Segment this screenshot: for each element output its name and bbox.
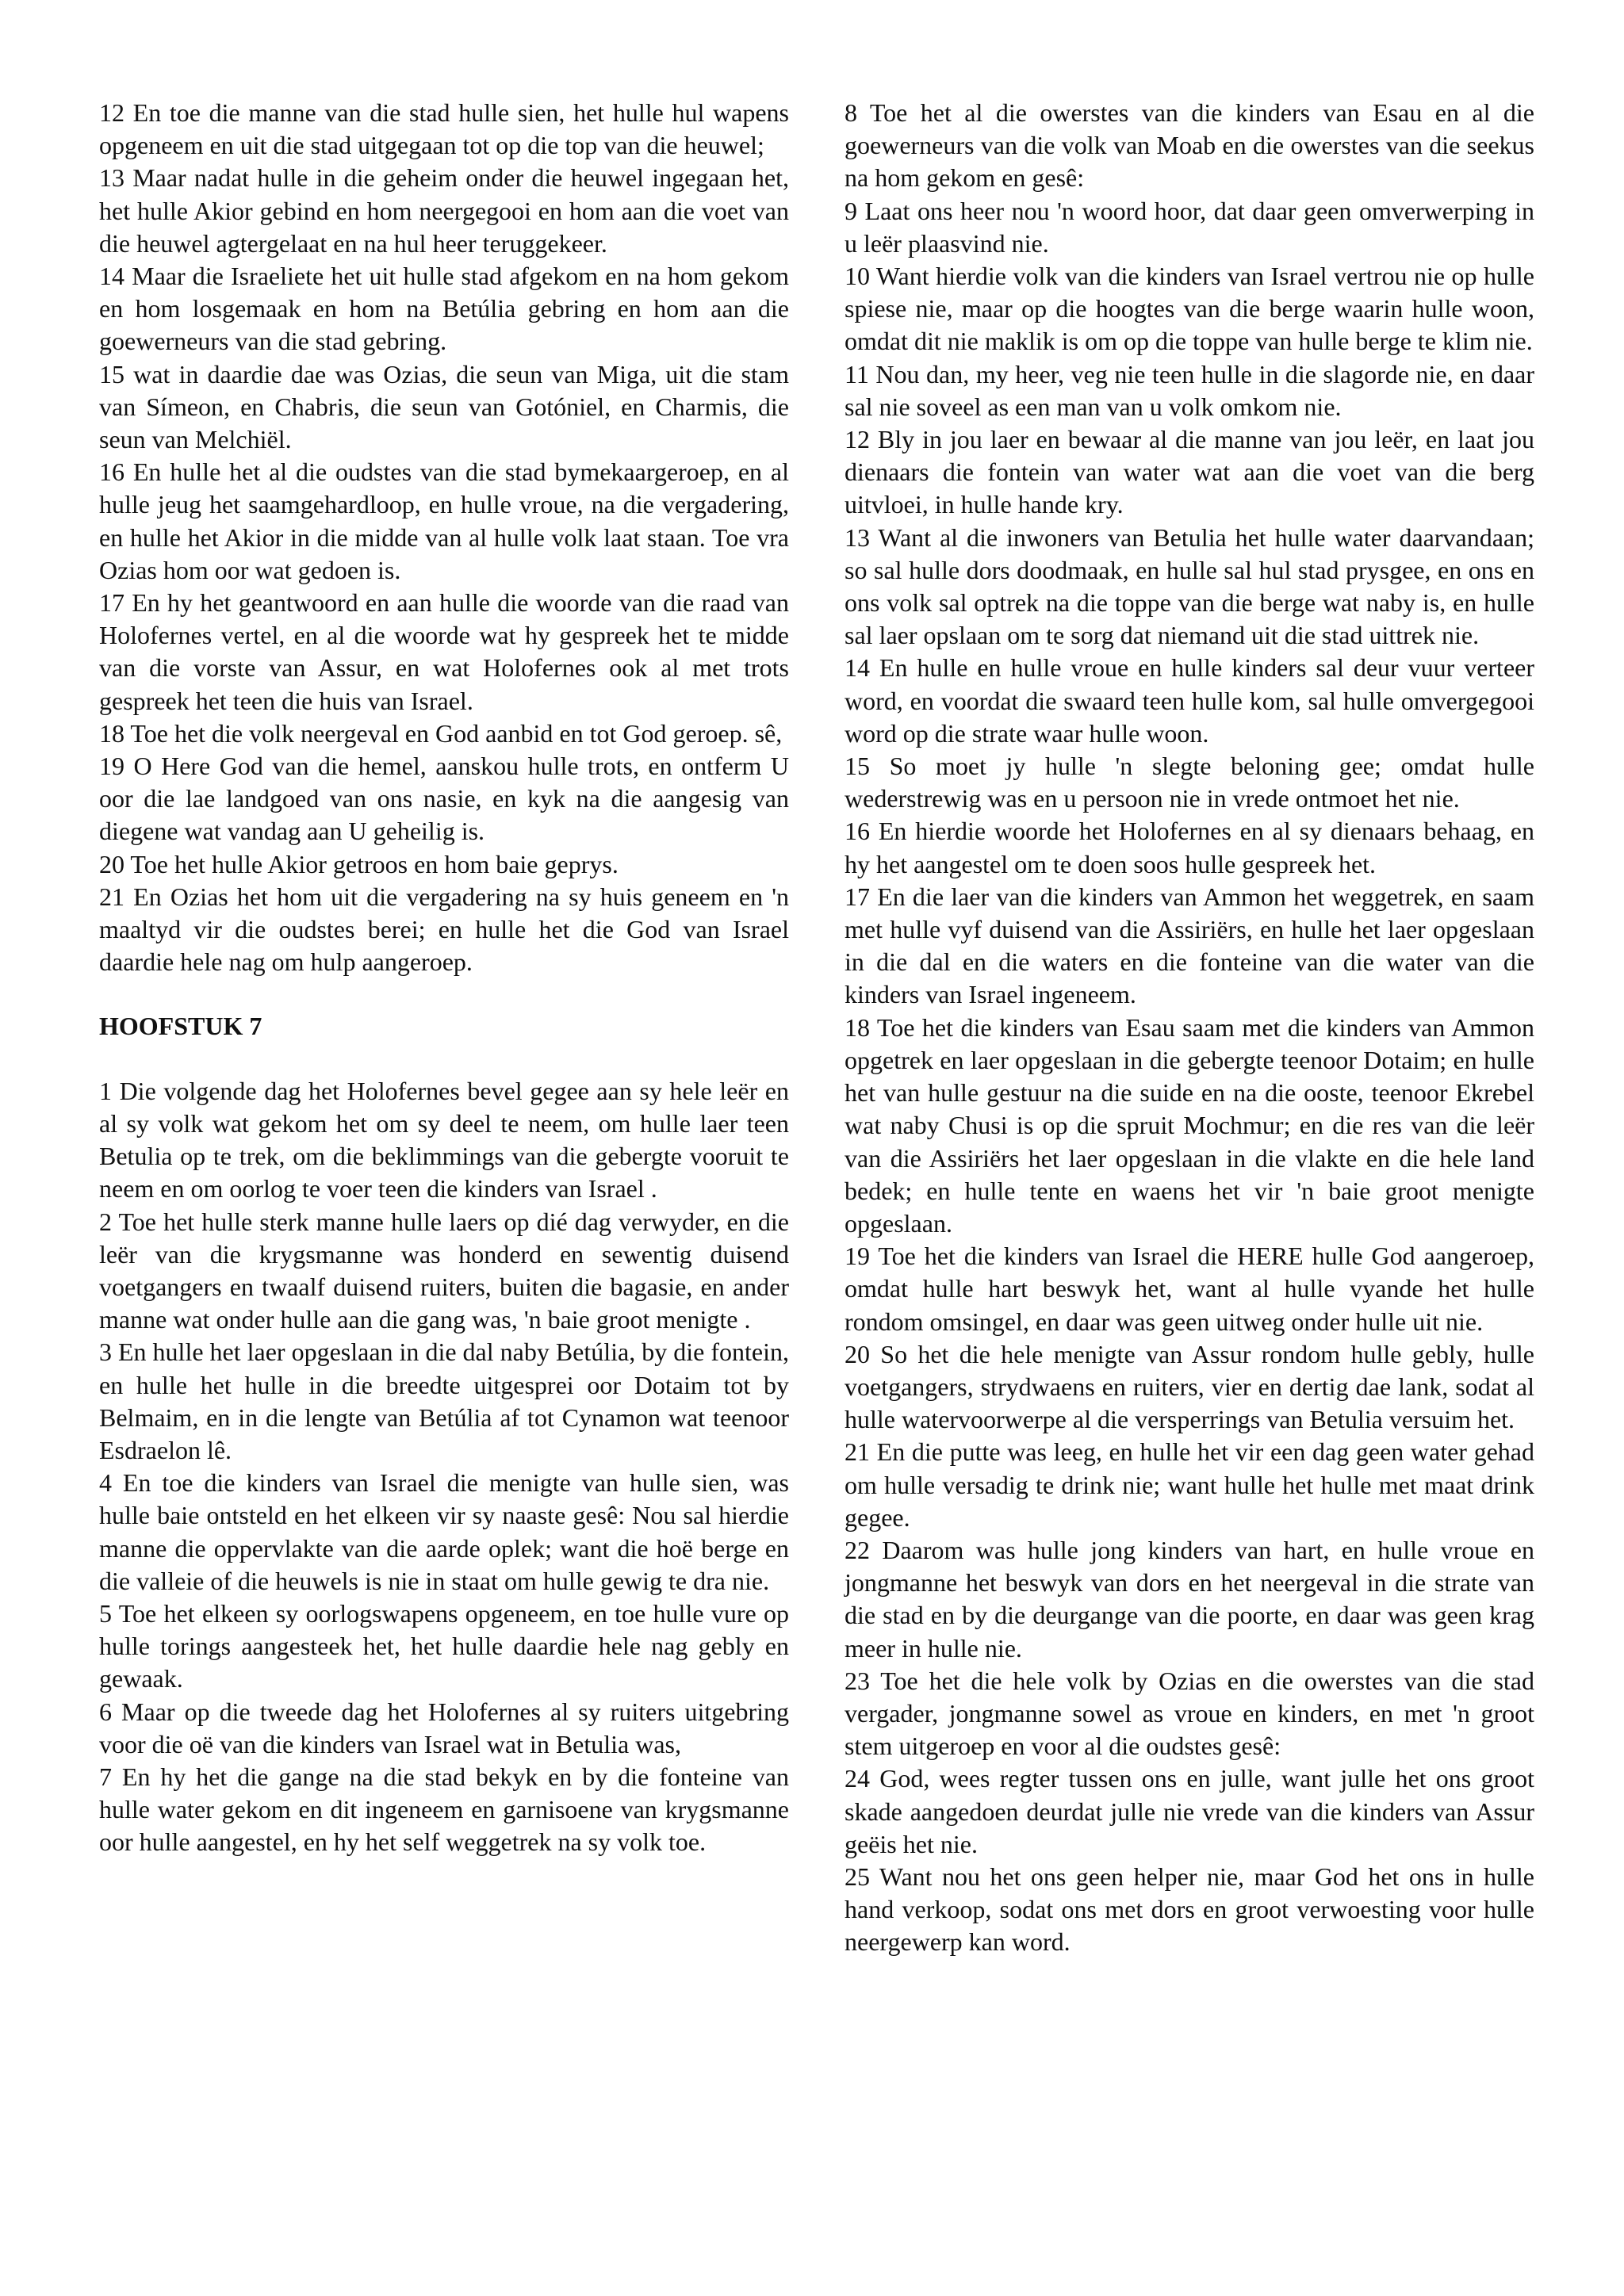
verse-paragraph: 12 En toe die manne van die stad hulle sien, het hulle hul wapens opgeneem en uit die stad uitgegaan tot op die top van die heuwel;: [99, 98, 789, 160]
verse-paragraph: 18 Toe het die kinders van Esau saam met die kinders van Ammon opgetrek en laer opgeslaan in die gebergte teenoor Dotaim; en hulle het van hulle gestuur na die suide en na die ooste, teenoor Ekrebel wat naby Chusi is op die spruit Mochmur; en die res van die leër van die Assiriërs het laer opgeslaan in die vlakte en die hele land bedek; en hulle tente en waens het vir 'n baie groot menigte opgeslaan.: [845, 1012, 1534, 1238]
verse-paragraph: 12 Bly in jou laer en bewaar al die manne van jou leër, en laat jou dienaars die fontein van water wat aan die voet van die berg uitvloei, in hulle hande kry.: [845, 425, 1534, 519]
verse-paragraph: 11 Nou dan, my heer, veg nie teen hulle in die slagorde nie, en daar sal nie soveel as een man van u volk omkom nie.: [845, 359, 1534, 421]
verse-paragraph: 21 En die putte was leeg, en hulle het vir een dag geen water gehad om hulle versadig te drink nie; want hulle het hulle met maat drink gegee.: [845, 1437, 1534, 1532]
right-column: [845, 97, 1534, 1959]
verse-paragraph: 16 En hierdie woorde het Holofernes en al sy dienaars behaag, en hy het aangestel om te doen soos hulle gespreek het.: [845, 817, 1534, 878]
verse-paragraph: 4 En toe die kinders van Israel die menigte van hulle sien, was hulle baie ontsteld en het elkeen vir sy naaste gesê: Nou sal hierdie manne die oppervlakte van die aarde oplek; want die hoë berge en die valleie of die heuwels is nie in staat om hulle gewig te dra nie.: [99, 1468, 789, 1595]
verse-paragraph: 2 Toe het hulle sterk manne hulle laers op dié dag verwyder, en die leër van die krygsmanne was honderd en sewentig duisend voetgangers en twaalf duisend ruiters, buiten die bagasie, en ander manne wat onder hulle aan die gang was, 'n baie groot menigte .: [99, 1207, 789, 1334]
verse-paragraph: 22 Daarom was hulle jong kinders van hart, en hulle vroue en jongmanne het beswyk van dors en het neergeval in die strate van die stad en by die deurgange van die poorte, en daar was geen krag meer in hulle nie.: [845, 1535, 1534, 1663]
verse-paragraph: 15 wat in daardie dae was Ozias, die seun van Miga, uit die stam van Símeon, en Chabris, die seun van Gotóniel, en Charmis, die seun van Melchiël.: [99, 359, 789, 454]
verse-paragraph: 24 God, wees regter tussen ons en julle, want julle het ons groot skade aangedoen deurdat julle nie vrede van die kinders van Assur geëis het nie.: [845, 1764, 1534, 1858]
verse-paragraph: 25 Want nou het ons geen helper nie, maar God het ons in hulle hand verkoop, sodat ons met dors en groot verwoesting voor hulle neergewerp kan word.: [845, 1862, 1534, 1957]
verse-paragraph: 18 Toe het die volk neergeval en God aanbid en tot God geroep. sê,: [99, 718, 783, 748]
verse-paragraph: 14 En hulle en hulle vroue en hulle kinders sal deur vuur verteer word, en voordat die swaard teen hulle kom, sal hulle omvergegooi word op die strate waar hulle woon.: [845, 653, 1534, 748]
verse-paragraph: 20 Toe het hulle Akior getroos en hom baie geprys.: [99, 849, 619, 878]
verse-paragraph: 10 Want hierdie volk van die kinders van Israel vertrou nie op hulle spiese nie, maar op die hoogtes van die berge waarin hulle woon, omdat dit nie maklik is om op die toppe van hulle berge te klim nie.: [845, 262, 1534, 356]
chapter-heading: HOOFSTUK 7: [99, 1012, 262, 1041]
verse-paragraph: 21 En Ozias het hom uit die vergadering na sy huis geneem en 'n maaltyd vir die oudstes berei; en hulle het die God van Israel daardie hele nag om hulp aangeroep.: [99, 882, 789, 977]
verse-paragraph: 19 O Here God van die hemel, aanskou hulle trots, en ontferm U oor die lae landgoed van ons nasie, en kyk na die aangesig van diegene wat vandag aan U geheilig is.: [99, 752, 789, 846]
verse-paragraph: 5 Toe het elkeen sy oorlogswapens opgeneem, en toe hulle vure op hulle torings aangesteek het, het hulle daardie hele nag gebly en gewaak.: [99, 1598, 789, 1693]
verse-paragraph: 15 So moet jy hulle 'n slegte beloning gee; omdat hulle wederstrewig was en u persoon nie in vrede ontmoet het nie.: [845, 752, 1534, 813]
verse-paragraph: 13 Want al die inwoners van Betulia het hulle water daarvandaan; so sal hulle dors doodmaak, en hulle sal hul stad prysgee, en ons en ons volk sal optrek na die toppe van die berge wat naby is, en hulle sal laer opslaan om te sorg dat niemand uit die stad uittrek nie.: [845, 522, 1534, 650]
verse-paragraph: 14 Maar die Israeliete het uit hulle stad afgekom en na hom gekom en hom losgemaak en hom na Betúlia gebring en hom aan die goewerneurs van die stad gebring.: [99, 262, 789, 356]
verse-paragraph: 16 En hulle het al die oudstes van die stad bymekaargeroep, en al hulle jeug het saamgehardloop, en hulle vroue, na die vergadering, en hulle het Akior in die midde van al hulle volk laat staan. Toe vra Ozias hom oor wat gedoen is.: [99, 457, 789, 584]
verse-paragraph: 6 Maar op die tweede dag het Holofernes al sy ruiters uitgebring voor die oë van die kinders van Israel wat in Betulia was,: [99, 1697, 789, 1758]
verse-paragraph: 20 So het die hele menigte van Assur rondom hulle gebly, hulle voetgangers, strydwaens en ruiters, vier en dertig dae lank, sodat al hulle watervoorwerpe al die versperrings van Betulia versuim het.: [845, 1339, 1534, 1434]
verse-paragraph: 17 En die laer van die kinders van Ammon het weggetrek, en saam met hulle vyf duisend van die Assiriërs, en hulle het laer opgeslaan in die dal en die waters en die fonteine van die water van die kinders van Israel ingeneem.: [845, 882, 1534, 1009]
verse-paragraph: 13 Maar nadat hulle in die geheim onder die heuwel ingegaan het, het hulle Akior gebind en hom neergegooi en hom aan die voet van die heuwel agtergelaat en na hul heer teruggekeer.: [99, 163, 789, 258]
verse-paragraph: 1 Die volgende dag het Holofernes bevel gegee aan sy hele leër en al sy volk wat gekom het om sy deel te neem, om hulle laer teen Betulia op te trek, om die beklimmings van die gebergte vooruit te neem en om oorlog te voer teen die kinders van Israel .: [99, 1076, 789, 1203]
verse-paragraph: 7 En hy het die gange na die stad bekyk en by die fonteine van hulle water gekom en dit ingeneem en garnisoene van krygsmanne oor hulle aangestel, en hy het self weggetrek na sy volk toe.: [99, 1762, 789, 1857]
verse-paragraph: 17 En hy het geantwoord en aan hulle die woorde van die raad van Holofernes vertel, en al die woorde wat hy gespreek het te midde van die vorste van Assur, en wat Holofernes ook al met trots gespreek het teen die huis van Israel.: [99, 588, 789, 715]
verse-paragraph: 19 Toe het die kinders van Israel die HERE hulle God aangeroep, omdat hulle hart beswyk het, want al hulle vyande het hulle rondom omsingel, en daar was geen uitweg onder hulle uit nie.: [845, 1242, 1534, 1336]
verse-paragraph: 3 En hulle het laer opgeslaan in die dal naby Betúlia, by die fontein, en hulle het hulle in die breedte uitgesprei oor Dotaim tot by Belmaim, en in die lengte van Betúlia af tot Cynamon wat teenoor Esdraelon lê.: [99, 1337, 789, 1464]
verse-paragraph: 23 Toe het die hele volk by Ozias en die owerstes van die stad vergader, jongmanne sowel as vroue en kinders, en met 'n groot stem uitgeroep en voor al die oudstes gesê:: [845, 1666, 1534, 1761]
left-column: [99, 97, 789, 1859]
verse-paragraph: 8 Toe het al die owerstes van die kinders van Esau en al die goewerneurs van die volk van Moab en die owerstes van die seekus na hom gekom en gesê:: [845, 98, 1534, 193]
verse-paragraph: 9 Laat ons heer nou 'n woord hoor, dat daar geen omverwerping in u leër plaasvind nie.: [845, 196, 1534, 258]
